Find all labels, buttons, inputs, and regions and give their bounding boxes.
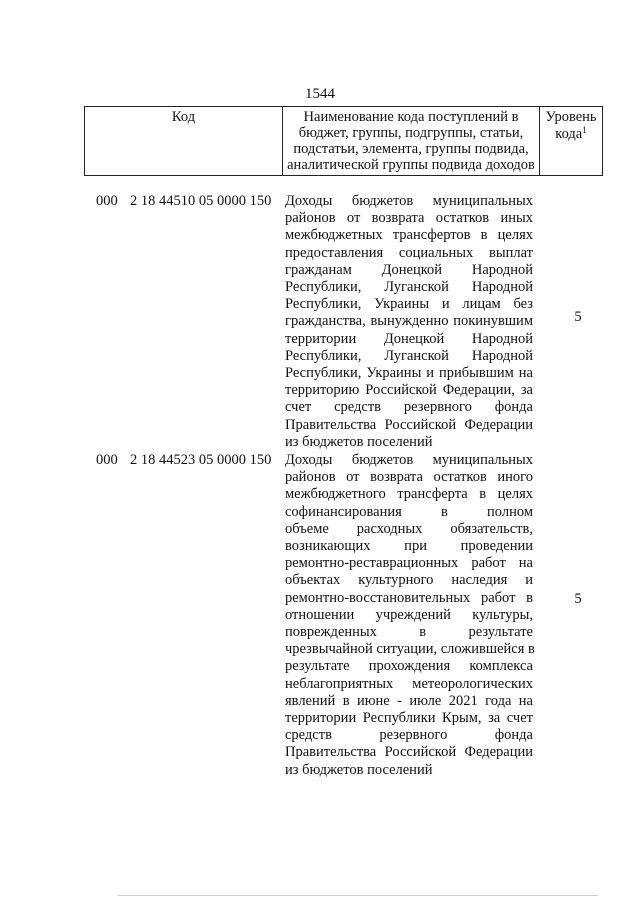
admin-code: 000 (96, 193, 118, 209)
header-name-line: аналитической группы подвида доходов (287, 157, 535, 173)
header-level-cell (540, 107, 602, 175)
header-level-line: Уровень (545, 109, 597, 125)
header-code-label: Код (171, 109, 196, 125)
header-name-cell (283, 107, 540, 175)
income-name-line: явлений в июне - июле 2021 года на (285, 692, 533, 709)
income-name-line: ремонтно-восстановительных работ в (285, 589, 533, 606)
page-edge-line (118, 895, 598, 896)
header-name-line: бюджет, группы, подгруппы, статьи, (298, 125, 524, 141)
income-name-line: поврежденных в результате (285, 624, 533, 641)
table-header (84, 106, 603, 176)
income-name-line: из бюджетов поселений (285, 433, 433, 450)
income-code: 2 18 44510 05 0000 150 (130, 193, 272, 209)
income-name-line: неблагоприятных метеорологических (285, 675, 533, 692)
income-code: 2 18 44523 05 0000 150 (130, 452, 272, 468)
income-name-line: возникающих при проведении (285, 538, 533, 555)
admin-code: 000 (96, 452, 118, 468)
income-name-line: территории Донецкой Народной (285, 330, 533, 347)
page-number: 1544 (305, 86, 335, 102)
code-level: 5 (574, 309, 582, 325)
header-name-line: Наименование кода поступлений в (303, 109, 519, 125)
income-name-line: средств резервного фонда (285, 727, 533, 744)
income-name-line: результате прохождения комплекса (285, 658, 533, 675)
header-code-cell (85, 107, 283, 175)
income-name-line: счет средств резервного фонда (285, 399, 533, 416)
income-name-line: Правительства Российской Федерации (285, 744, 533, 761)
footnote-marker: 1 (582, 125, 587, 135)
income-name-line: объеме расходных обязательств, (285, 520, 533, 537)
income-name-line: Республики, Луганской Народной (285, 347, 533, 364)
income-name-line: отношении учреждений культуры, (285, 606, 533, 623)
income-name-line: объектах культурного наследия и (285, 572, 533, 589)
income-name (285, 193, 533, 451)
income-name-line: гражданства, вынужденно покинувшим (285, 313, 533, 330)
income-name-line: из бюджетов поселений (285, 761, 433, 778)
income-name-line: гражданам Донецкой Народной (285, 261, 533, 278)
income-name-line: Доходы бюджетов муниципальных (285, 452, 533, 468)
income-name-line: районов от возврата остатков иного (285, 469, 533, 486)
income-name (285, 452, 533, 779)
code-level: 5 (574, 591, 582, 607)
header-name-line: подстатьи, элемента, группы подвида, (293, 141, 529, 157)
income-name-line: ремонтно-реставрационных работ на (285, 555, 533, 572)
income-name-line: районов от возврата остатков иных (285, 210, 533, 227)
income-name-line: межбюджетных трансфертов в целях (285, 227, 533, 244)
income-name-line: чрезвычайной ситуации, сложившейся в (285, 641, 535, 658)
income-name-line: Республики, Украины и лицам без (285, 296, 533, 313)
header-level-line (540, 126, 602, 143)
income-name-line: территорию Российской Федерации, за (285, 382, 533, 399)
income-name-line: Доходы бюджетов муниципальных (285, 193, 533, 209)
income-name-line: Правительства Российской Федерации (285, 416, 533, 433)
header-level-word: кода (555, 126, 583, 142)
income-name-line: межбюджетного трансферта в целях (285, 486, 533, 503)
income-name-line: предоставления социальных выплат (285, 244, 533, 261)
income-name-line: Республики, Луганской Народной (285, 279, 533, 296)
income-name-line: территории Республики Крым, за счет (285, 710, 533, 727)
income-name-line: Республики, Украины и прибывшим на (285, 365, 533, 382)
income-name-line: софинансирования в полном (285, 503, 533, 520)
